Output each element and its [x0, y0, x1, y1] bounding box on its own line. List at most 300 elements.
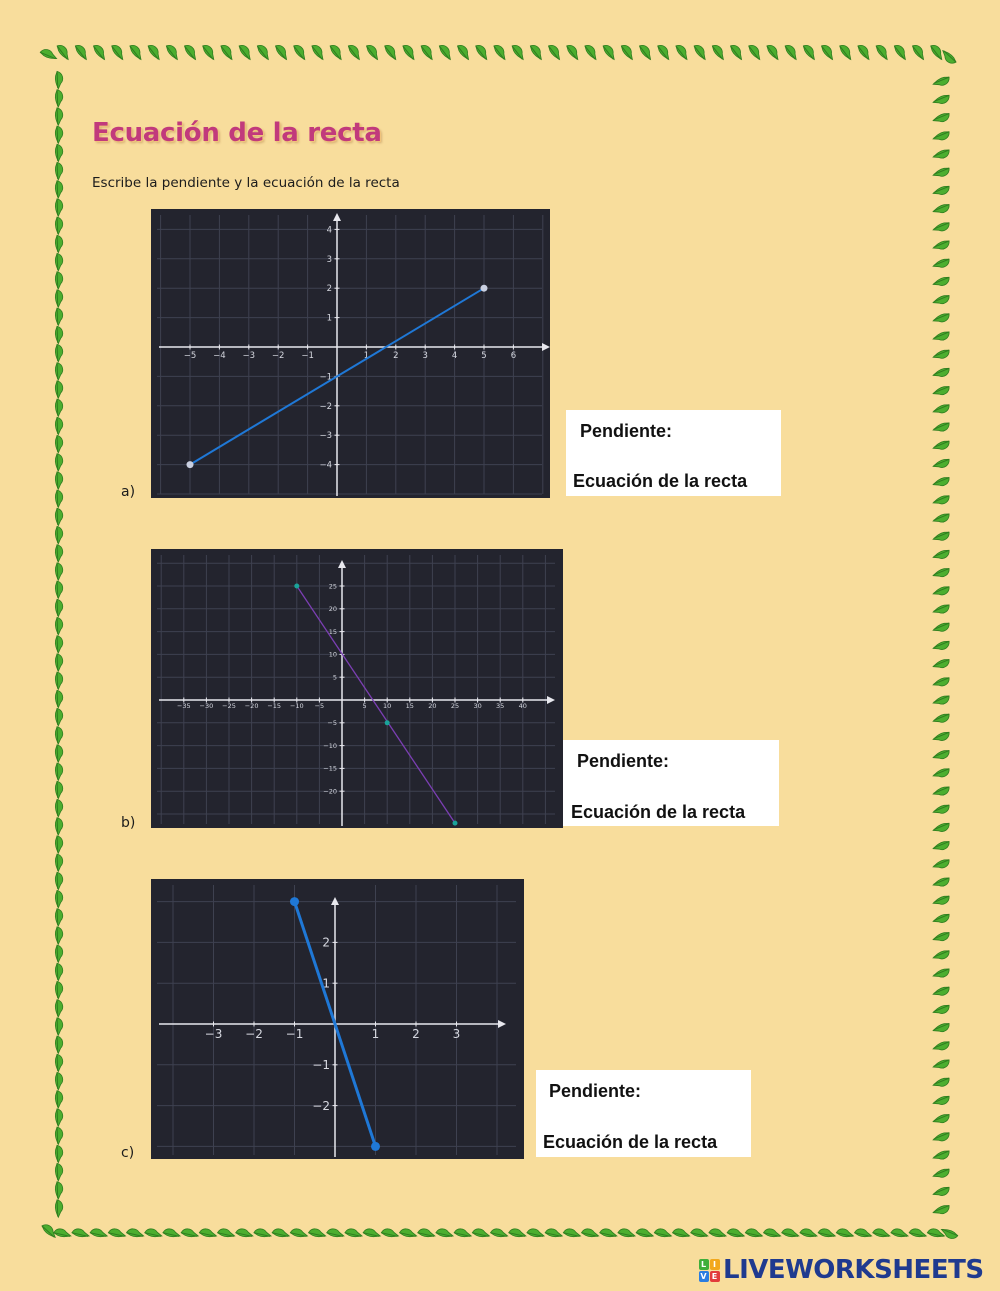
leaf-icon — [290, 1226, 308, 1241]
leaf-icon — [933, 1128, 950, 1147]
leaf-icon — [50, 362, 67, 381]
leaf-icon — [50, 1144, 67, 1163]
leaf-icon — [933, 1037, 950, 1056]
leaf-icon — [672, 1226, 690, 1241]
y-tick-label: 5 — [332, 673, 337, 682]
leaf-icon — [933, 145, 950, 164]
x-tick-label: 6 — [510, 351, 517, 361]
leaf-icon — [933, 745, 950, 764]
leaf-icon — [564, 44, 582, 59]
answer-box-c[interactable] — [536, 1070, 751, 1157]
x-tick-label: 30 — [473, 702, 482, 710]
item-label-c: c) — [121, 1145, 135, 1161]
leaf-icon — [600, 44, 618, 59]
grid — [157, 555, 555, 824]
leaf-icon — [933, 163, 950, 182]
liveworksheets-logo[interactable] — [698, 1255, 984, 1285]
leaf-icon — [344, 1226, 362, 1241]
leaf-icon — [890, 1226, 908, 1241]
leaf-icon — [933, 254, 950, 273]
leaf-icon — [381, 1226, 399, 1241]
answer-box-b[interactable] — [563, 740, 779, 826]
leaf-icon — [40, 48, 57, 61]
leaf-icon — [941, 1227, 958, 1240]
leaf-icon — [509, 44, 527, 59]
pendiente-label: Pendiente: — [577, 751, 670, 771]
x-axis-arrow-icon — [547, 696, 555, 704]
leaf-icon — [933, 636, 950, 655]
leaf-icon — [162, 1226, 180, 1241]
leaf-icon — [109, 44, 127, 59]
y-tick-label: −1 — [312, 1058, 330, 1072]
leaf-icon — [363, 44, 381, 59]
pendiente-label: Pendiente: — [580, 421, 673, 441]
leaf-icon — [50, 671, 67, 690]
leaf-icon — [50, 289, 67, 308]
leaf-icon — [933, 1146, 950, 1165]
item-label-b: b) — [121, 815, 136, 831]
leaf-icon — [50, 70, 67, 89]
leaf-icon — [933, 800, 950, 819]
leaf-icon — [50, 635, 67, 654]
x-tick-label: 2 — [393, 351, 399, 361]
leaf-icon — [472, 1226, 490, 1241]
leaf-icon — [933, 418, 950, 437]
leaf-icon — [50, 853, 67, 872]
leaf-icon — [933, 108, 950, 127]
leaf-icon — [582, 44, 600, 59]
y-tick-label: 25 — [328, 582, 337, 591]
leaf-icon — [309, 44, 327, 59]
y-tick-label: −20 — [323, 787, 337, 796]
leaf-icon — [50, 1181, 67, 1200]
data-point — [290, 897, 299, 906]
leaf-icon — [746, 44, 764, 59]
x-tick-label: 3 — [422, 351, 428, 361]
leaf-icon — [933, 982, 950, 1001]
leaf-icon — [836, 1226, 854, 1241]
leaf-icon — [933, 582, 950, 601]
leaf-icon — [50, 780, 67, 799]
leaf-icon — [941, 51, 958, 64]
leaf-icon — [50, 343, 67, 362]
leaf-icon — [655, 44, 673, 59]
data-point — [385, 720, 390, 725]
leaf-icon — [933, 1182, 950, 1201]
leaf-icon — [50, 1035, 67, 1054]
leaf-icon — [933, 691, 950, 710]
y-tick-label: 3 — [326, 254, 332, 265]
x-tick-label: −15 — [267, 702, 282, 710]
leaf-icon — [453, 1226, 471, 1241]
x-tick-label: 35 — [496, 702, 505, 710]
leaf-icon — [163, 44, 181, 59]
leaf-icon — [71, 1226, 89, 1241]
leaf-icon — [54, 44, 72, 59]
leaf-icon — [933, 545, 950, 564]
leaf-icon — [933, 345, 950, 364]
leaf-icon — [491, 44, 509, 59]
leaf-icon — [855, 44, 873, 59]
leaf-icon — [345, 44, 363, 59]
leaf-icon — [50, 234, 67, 253]
chart-c — [151, 879, 524, 1159]
y-tick-label: 1 — [322, 976, 330, 991]
y-tick-label: 2 — [322, 935, 330, 950]
y-axis-arrow-icon — [338, 560, 346, 568]
leaf-icon — [50, 798, 67, 817]
leaf-icon — [933, 290, 950, 309]
leaf-icon — [89, 1226, 107, 1241]
leaf-icon — [872, 1226, 890, 1241]
leaf-icon — [50, 89, 67, 108]
data-point — [187, 461, 194, 468]
leaf-icon — [144, 1226, 162, 1241]
leaf-icon — [933, 236, 950, 255]
leaf-icon — [544, 1226, 562, 1241]
leaf-icon — [933, 218, 950, 237]
leaf-icon — [50, 325, 67, 344]
leaf-icon — [508, 1226, 526, 1241]
y-axis-arrow-icon — [333, 213, 341, 221]
leaf-icon — [708, 1226, 726, 1241]
leaf-icon — [933, 363, 950, 382]
leaf-icon — [50, 471, 67, 490]
y-tick-label: 1 — [326, 313, 332, 324]
leaf-icon — [473, 44, 491, 59]
leaf-icon — [727, 44, 745, 59]
leaf-icon — [635, 1226, 653, 1241]
leaf-icon — [908, 1226, 926, 1241]
leaf-icon — [933, 1055, 950, 1074]
axes — [159, 560, 555, 826]
leaf-icon — [563, 1226, 581, 1241]
leaf-icon — [50, 1162, 67, 1181]
logo-mark-icon: L I V E — [698, 1258, 720, 1282]
leaf-icon — [933, 199, 950, 218]
tick-labels — [184, 225, 516, 470]
leaf-icon — [545, 44, 563, 59]
x-axis-arrow-icon — [542, 343, 550, 351]
leaf-icon — [50, 580, 67, 599]
answer-box-a[interactable] — [566, 410, 781, 496]
leaf-icon — [799, 1226, 817, 1241]
y-tick-label: −3 — [319, 431, 332, 442]
y-tick-label: −15 — [323, 764, 337, 773]
leaf-icon — [50, 252, 67, 271]
x-tick-label: 1 — [371, 1027, 380, 1041]
leaf-icon — [933, 90, 950, 109]
leaf-icon — [50, 962, 67, 981]
leaf-icon — [400, 44, 418, 59]
leaf-icon — [933, 891, 950, 910]
leaf-icon — [933, 1200, 950, 1219]
leaf-icon — [527, 44, 545, 59]
leaf-icon — [108, 1226, 126, 1241]
leaf-icon — [436, 44, 454, 59]
leaf-icon — [933, 600, 950, 619]
leaf-icon — [435, 1226, 453, 1241]
leaf-icon — [50, 161, 67, 180]
logo-text: LIVEWORKSHEETS — [723, 1255, 984, 1285]
x-tick-label: −5 — [314, 702, 325, 710]
leaf-icon — [50, 707, 67, 726]
leaf-icon — [933, 436, 950, 455]
leaf-icon — [50, 889, 67, 908]
leaf-icon — [50, 271, 67, 290]
leaf-icon — [933, 272, 950, 291]
leaf-icon — [399, 1226, 417, 1241]
leaf-icon — [50, 616, 67, 635]
leaf-icon — [599, 1226, 617, 1241]
leaf-icon — [50, 562, 67, 581]
leaf-icon — [636, 44, 654, 59]
leaf-icon — [50, 598, 67, 617]
leaf-icon — [382, 44, 400, 59]
leaf-icon — [50, 1017, 67, 1036]
x-tick-label: 5 — [362, 702, 367, 710]
leaf-icon — [362, 1226, 380, 1241]
grid — [157, 885, 516, 1155]
leaf-icon — [127, 44, 145, 59]
leaf-icon — [50, 1126, 67, 1145]
leaf-icon — [50, 180, 67, 199]
leaf-icon — [909, 44, 927, 59]
y-tick-label: −4 — [319, 460, 332, 471]
leaf-icon — [326, 1226, 344, 1241]
leaf-icon — [927, 1226, 945, 1241]
leaf-icon — [50, 507, 67, 526]
leaf-icon — [818, 44, 836, 59]
leaf-icon — [933, 836, 950, 855]
leaf-icon — [854, 1226, 872, 1241]
leaf-icon — [50, 107, 67, 126]
leaf-icon — [933, 946, 950, 965]
ecuacion-label: Ecuación de la recta — [573, 471, 748, 491]
leaf-icon — [933, 1164, 950, 1183]
leaf-icon — [933, 309, 950, 328]
leaf-icon — [817, 1226, 835, 1241]
leaf-icon — [764, 44, 782, 59]
y-axis-arrow-icon — [331, 897, 339, 905]
leaf-icon — [50, 398, 67, 417]
x-tick-label: 25 — [450, 702, 460, 710]
x-tick-label: −2 — [271, 351, 285, 361]
y-tick-label: 4 — [326, 225, 332, 236]
leaf-icon — [50, 999, 67, 1018]
leaf-icon — [933, 855, 950, 874]
chart-b — [151, 549, 563, 828]
x-tick-label: 20 — [428, 702, 437, 710]
leaf-icon — [933, 909, 950, 928]
leaf-icon — [873, 44, 891, 59]
leaf-icon — [50, 744, 67, 763]
leaf-icon — [50, 307, 67, 326]
leaf-icon — [50, 453, 67, 472]
leaf-icon — [236, 44, 254, 59]
y-tick-label: −1 — [319, 372, 332, 383]
x-tick-label: −10 — [289, 702, 304, 710]
y-tick-label: 15 — [328, 627, 337, 636]
leaf-icon — [417, 1226, 435, 1241]
leaf-icon — [933, 527, 950, 546]
leaf-icon — [271, 1226, 289, 1241]
leaf-icon — [50, 653, 67, 672]
x-tick-label: 10 — [383, 702, 392, 710]
leaf-icon — [272, 44, 290, 59]
leaf-icon — [50, 434, 67, 453]
leaf-icon — [90, 44, 108, 59]
x-tick-label: −2 — [245, 1027, 263, 1041]
leaf-icon — [933, 782, 950, 801]
leaf-icon — [933, 491, 950, 510]
leaf-icon — [933, 472, 950, 491]
leaf-icon — [837, 44, 855, 59]
x-tick-label: 4 — [451, 351, 458, 361]
leaf-icon — [691, 44, 709, 59]
leaf-icon — [933, 727, 950, 746]
leaf-icon — [50, 944, 67, 963]
leaf-icon — [217, 1226, 235, 1241]
leaf-icon — [418, 44, 436, 59]
leaf-icon — [933, 327, 950, 346]
leaf-icon — [709, 44, 727, 59]
y-tick-label: −10 — [323, 741, 337, 750]
leaf-icon — [933, 72, 950, 91]
leaf-icon — [800, 44, 818, 59]
leaf-icon — [50, 544, 67, 563]
x-tick-label: −1 — [301, 351, 314, 361]
leaf-icon — [933, 1018, 950, 1037]
x-tick-label: 2 — [412, 1027, 420, 1041]
data-point — [371, 1142, 380, 1151]
leaf-icon — [181, 44, 199, 59]
instruction-text: Escribe la pendiente y la ecuación de la recta — [92, 175, 400, 191]
leaf-icon — [50, 380, 67, 399]
leaf-icon — [933, 818, 950, 837]
leaf-icon — [72, 44, 90, 59]
ecuacion-label: Ecuación de la recta — [543, 1132, 718, 1152]
y-tick-label: 2 — [326, 284, 332, 295]
leaf-icon — [50, 125, 67, 144]
leaf-icon — [933, 873, 950, 892]
x-tick-label: −3 — [204, 1027, 223, 1041]
leaf-icon — [454, 44, 472, 59]
leaf-icon — [291, 44, 309, 59]
x-tick-label: −5 — [183, 351, 197, 361]
leaf-icon — [673, 44, 691, 59]
x-tick-label: −4 — [213, 351, 226, 361]
leaf-icon — [50, 689, 67, 708]
x-tick-label: 1 — [363, 351, 370, 361]
leaf-icon — [933, 563, 950, 582]
ecuacion-label: Ecuación de la recta — [571, 802, 746, 822]
leaf-icon — [933, 400, 950, 419]
chart-a — [151, 209, 550, 498]
leaf-icon — [50, 726, 67, 745]
leaf-icon — [327, 44, 345, 59]
data-point — [453, 821, 458, 826]
x-tick-label: −25 — [222, 702, 236, 710]
leaf-icon — [933, 673, 950, 692]
leaf-icon — [50, 1090, 67, 1109]
leaf-icon — [50, 216, 67, 235]
x-tick-label: −30 — [199, 702, 214, 710]
leaf-icon — [933, 654, 950, 673]
pendiente-label: Pendiente: — [549, 1081, 642, 1101]
leaf-icon — [308, 1226, 326, 1241]
y-tick-label: −2 — [312, 1098, 330, 1113]
leaf-icon — [50, 416, 67, 435]
leaf-icon — [145, 44, 163, 59]
x-axis-arrow-icon — [498, 1020, 506, 1028]
leaf-icon — [50, 871, 67, 890]
leaf-icon — [50, 525, 67, 544]
leaf-icon — [50, 835, 67, 854]
data-point — [481, 285, 488, 292]
x-tick-label: −20 — [244, 702, 259, 710]
x-tick-label: 15 — [405, 702, 414, 710]
leaf-icon — [50, 817, 67, 836]
y-tick-label: 10 — [328, 650, 337, 659]
leaf-icon — [50, 1108, 67, 1127]
leaf-icon — [254, 44, 272, 59]
leaf-icon — [654, 1226, 672, 1241]
leaf-icon — [933, 618, 950, 637]
leaf-icon — [933, 181, 950, 200]
leaf-icon — [933, 381, 950, 400]
leaf-icon — [726, 1226, 744, 1241]
leaf-icon — [933, 127, 950, 146]
leaf-icon — [933, 709, 950, 728]
leaf-icon — [40, 1224, 57, 1237]
leaf-icon — [490, 1226, 508, 1241]
x-tick-label: −3 — [242, 351, 256, 361]
leaf-icon — [763, 1226, 781, 1241]
leaf-icon — [745, 1226, 763, 1241]
leaf-icon — [200, 44, 218, 59]
leaf-icon — [50, 489, 67, 508]
leaf-icon — [690, 1226, 708, 1241]
leaf-icon — [933, 764, 950, 783]
leaf-icon — [53, 1226, 71, 1241]
leaf-icon — [933, 1000, 950, 1019]
leaf-icon — [891, 44, 909, 59]
y-tick-label: −2 — [319, 401, 332, 412]
data-point — [294, 584, 299, 589]
leaf-icon — [253, 1226, 271, 1241]
leaf-icon — [218, 44, 236, 59]
leaf-icon — [199, 1226, 217, 1241]
leaf-icon — [618, 44, 636, 59]
leaf-icon — [933, 454, 950, 473]
leaf-icon — [50, 1053, 67, 1072]
leaf-icon — [581, 1226, 599, 1241]
leaf-icon — [50, 143, 67, 162]
leaf-icon — [50, 762, 67, 781]
x-tick-label: 3 — [452, 1027, 461, 1041]
item-label-a: a) — [121, 484, 136, 500]
y-tick-label: −5 — [327, 719, 337, 728]
x-tick-label: 5 — [481, 351, 487, 361]
leaf-icon — [933, 1091, 950, 1110]
leaf-icon — [50, 926, 67, 945]
leaf-icon — [235, 1226, 253, 1241]
leaf-icon — [50, 1071, 67, 1090]
leaf-icon — [126, 1226, 144, 1241]
leaf-icon — [50, 980, 67, 999]
leaf-icon — [50, 908, 67, 927]
